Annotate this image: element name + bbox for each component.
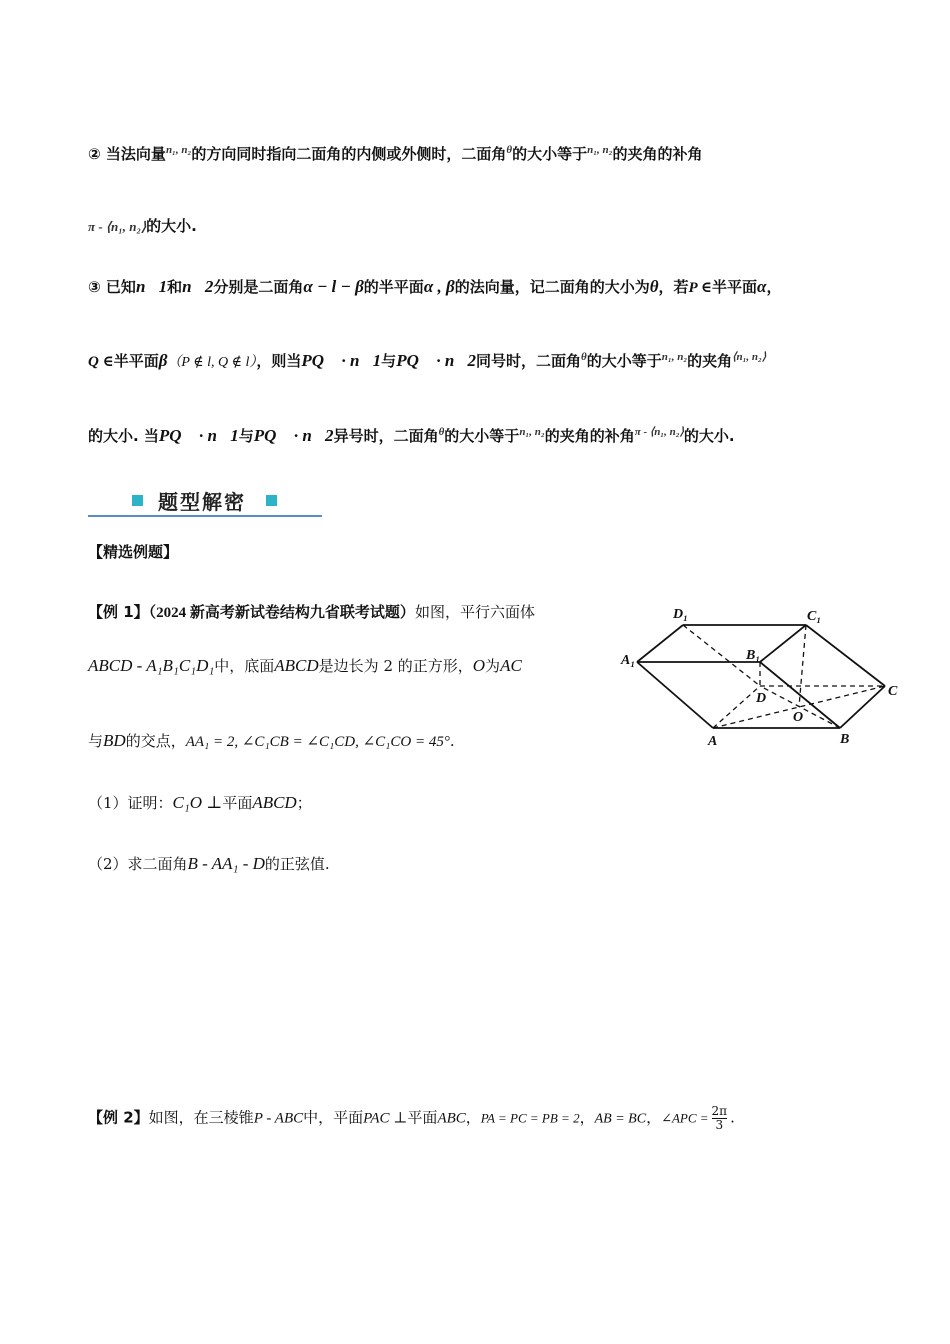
hidden-A-D (713, 686, 760, 728)
example1-line1: 【例 1】（2024 新高考新试卷结构九省联考试题）如图，平行六面体 (88, 603, 535, 621)
para2-line2: π - ⟨n₁, n₂⟩的大小. (88, 217, 197, 235)
parallelepiped-figure (615, 600, 910, 750)
label-C: C (888, 684, 898, 699)
example1-line2: ABCD - A₁B₁C₁D₁中，底面ABCD是边长为 2 的正方形，O为AC (88, 656, 522, 675)
edge-A1-A (637, 662, 713, 728)
label-A: A (708, 734, 718, 749)
label-D: D (756, 691, 767, 706)
label-A1: A₁ (621, 653, 636, 668)
para3-line1: ③ 已知n⃗1和n⃗2分别是二面角α − l − β的半平面α , β的法向量，记二面角的大小为θ，若P ∈半平面α， (88, 277, 782, 296)
label-B1: B₁ (746, 648, 761, 663)
label-D1: D₁ (673, 607, 688, 622)
section-title: 题型解密 (158, 490, 246, 514)
example2-line1: 【例 2】如图，在三棱锥P - ABC中，平面PAC ⊥平面ABC，PA = PC = PB = 2，AB = BC，∠APC = $\frac{2\pi}{3}$ . (88, 1104, 735, 1132)
section-heading (88, 485, 322, 517)
para3-line3: 的大小. 当PQ⃗ · n⃗1与PQ⃗ · n⃗2异号时，二面角$^\theta$的大小等于$^{n_1, n_2}$的夹角的补角$^{\pi - ⟨n_1, n_2⟩}$的大小. (88, 426, 735, 445)
fraction: $\frac{2\pi}{3}$ (711, 1104, 728, 1132)
label-O: O (793, 710, 804, 725)
heading-square-icon (266, 495, 277, 506)
example1-line3: 与BD的交点，AA₁ = 2, ∠C₁CB = ∠C₁CD, ∠C₁CO = 45°. (88, 731, 455, 750)
label-C1: C₁ (807, 609, 822, 624)
selected-examples-label: 【精选例题】 (88, 543, 179, 561)
heading-square-icon (132, 495, 143, 506)
edge-C1-C (806, 625, 885, 686)
para3-line2: Q ∈半平面β（P ∉ l, Q ∉ l），则当PQ⃗ · n⃗1与PQ⃗ · n⃗2同号时，二面角$^\theta$的大小等于$^{n_1, n_2}$的夹角$^{⟨n_1, n_2⟩}$ (88, 351, 767, 370)
example1-q1: （1）证明：C₁O ⊥平面ABCD； (88, 793, 312, 812)
label-B: B (840, 732, 850, 747)
edge-B-C (840, 686, 885, 728)
para2-line1: ② 当法向量$^{n_1, n_2}$的方向同时指向二面角的内侧或外侧时，二面角$^\theta$的大小等于$^{n_1, n_2}$的夹角的补角 (88, 144, 703, 163)
edge-A1-D1 (637, 625, 683, 662)
edge-B1-C1 (760, 625, 806, 662)
heading-underline (88, 515, 322, 517)
example1-q2: （2）求二面角B - AA₁ - D的正弦值. (88, 854, 330, 873)
